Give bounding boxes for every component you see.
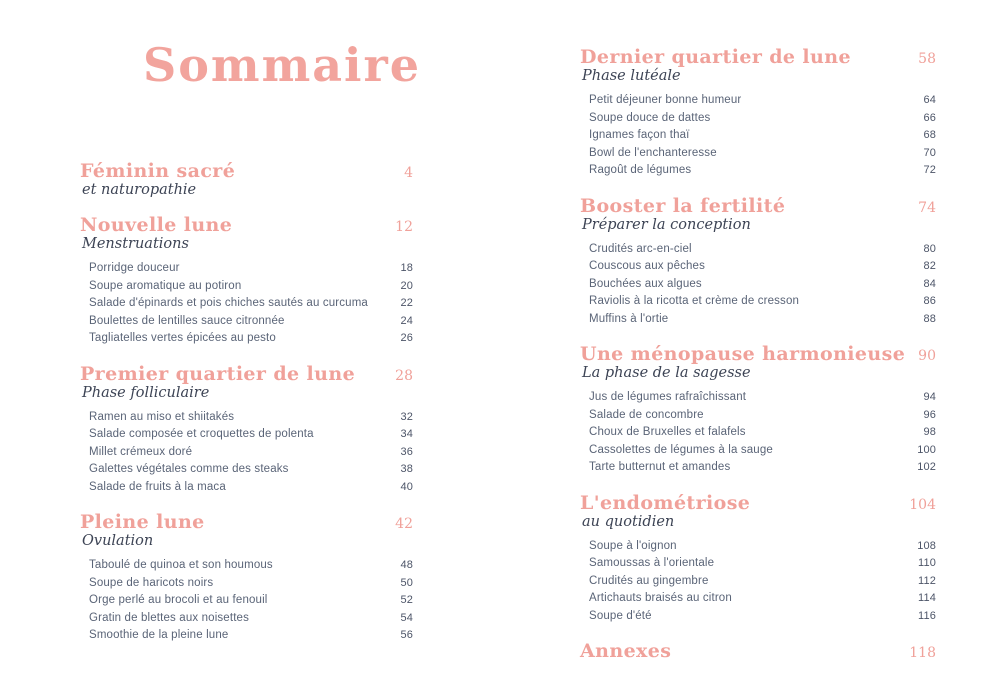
toc-section xyxy=(80,363,413,497)
section-subtitle: Phase folliculaire xyxy=(82,384,210,401)
section-page-number: 104 xyxy=(909,496,936,513)
recipe-title[interactable]: Cassolettes de légumes à la sauge xyxy=(589,443,773,456)
section-page-number: 12 xyxy=(395,219,413,235)
section-title[interactable]: Pleine lune xyxy=(80,511,205,533)
section-subtitle: Préparer la conception xyxy=(582,216,751,233)
recipe-title[interactable]: Crudités au gingembre xyxy=(589,574,709,587)
recipe-list xyxy=(589,389,936,477)
toc-section xyxy=(80,511,413,645)
recipe-title[interactable]: Soupe douce de dattes xyxy=(589,111,711,124)
toc-column-left xyxy=(80,160,413,660)
section-header xyxy=(580,46,936,68)
section-title[interactable]: Booster la fertilité xyxy=(580,194,786,217)
toc-item[interactable] xyxy=(589,389,936,407)
recipe-page-number: 20 xyxy=(400,279,413,292)
section-title[interactable]: Dernier quartier de lune xyxy=(580,46,851,68)
section-page-number: 58 xyxy=(918,51,936,67)
toc-item[interactable] xyxy=(589,92,936,110)
toc-item[interactable] xyxy=(589,608,936,626)
recipe-title[interactable]: Crudités arc-en-ciel xyxy=(589,242,692,255)
recipe-title[interactable]: Ragoût de légumes xyxy=(589,164,692,176)
toc-item[interactable] xyxy=(589,162,936,180)
section-page-number: 42 xyxy=(395,516,413,532)
section-page-number: 4 xyxy=(404,165,413,181)
recipe-list xyxy=(89,260,413,348)
recipe-page-number: 80 xyxy=(923,242,936,255)
section-header xyxy=(80,214,413,236)
recipe-page-number: 36 xyxy=(400,445,413,458)
recipe-title[interactable]: Salade de fruits à la maca xyxy=(89,480,226,493)
section-header xyxy=(580,195,936,217)
recipe-title[interactable]: Orge perlé au brocoli et au fenouil xyxy=(89,594,268,606)
recipe-page-number: 88 xyxy=(923,312,936,325)
recipe-page-number: 72 xyxy=(923,164,936,176)
recipe-page-number: 40 xyxy=(400,480,413,493)
recipe-title[interactable]: Couscous aux pêches xyxy=(589,260,706,272)
recipe-title[interactable]: Artichauts braisés au citron xyxy=(589,592,732,604)
toc-item[interactable] xyxy=(589,573,936,591)
toc-item[interactable] xyxy=(589,590,936,608)
toc-item[interactable] xyxy=(89,610,413,628)
section-subtitle: au quotidien xyxy=(582,513,675,530)
recipe-page-number: 54 xyxy=(400,611,413,624)
recipe-page-number: 94 xyxy=(923,391,936,403)
recipe-page-number: 70 xyxy=(923,146,936,159)
toc-item[interactable] xyxy=(589,241,936,259)
toc-column-right xyxy=(580,46,936,677)
recipe-page-number: 116 xyxy=(918,609,936,622)
toc-item[interactable] xyxy=(89,461,413,479)
section-header xyxy=(80,511,413,533)
recipe-page-number: 22 xyxy=(400,297,413,309)
recipe-title[interactable]: Soupe d'été xyxy=(589,609,652,622)
toc-item[interactable] xyxy=(589,311,936,329)
recipe-title[interactable]: Gratin de blettes aux noisettes xyxy=(89,611,249,624)
toc-item[interactable] xyxy=(589,293,936,311)
toc-item[interactable] xyxy=(589,258,936,276)
section-header xyxy=(580,640,936,662)
toc-item[interactable] xyxy=(589,442,936,460)
recipe-list xyxy=(589,538,936,626)
recipe-title[interactable]: Ramen au miso et shiitakés xyxy=(89,410,235,423)
recipe-title[interactable]: Bowl de l'enchanteresse xyxy=(589,146,717,159)
recipe-title[interactable]: Tagliatelles vertes épicées au pesto xyxy=(89,332,276,344)
section-subtitle: Phase lutéale xyxy=(582,68,681,84)
recipe-title[interactable]: Samoussas à l'orientale xyxy=(589,557,715,569)
recipe-title[interactable]: Salade composée et croquettes de polenta xyxy=(89,428,314,440)
recipe-title[interactable]: Millet crémeux doré xyxy=(89,445,193,458)
recipe-title[interactable]: Soupe à l'oignon xyxy=(589,539,677,552)
toc-item[interactable] xyxy=(89,592,413,610)
recipe-page-number: 66 xyxy=(923,111,936,124)
section-subtitle: Menstruations xyxy=(82,236,189,252)
recipe-title[interactable]: Salade de concombre xyxy=(589,408,704,421)
recipe-page-number: 98 xyxy=(923,426,936,438)
recipe-page-number: 34 xyxy=(400,428,413,440)
recipe-title[interactable]: Boulettes de lentilles sauce citronnée xyxy=(89,314,285,327)
toc-item[interactable] xyxy=(89,313,413,331)
section-subtitle: La phase de la sagesse xyxy=(582,365,751,381)
recipe-page-number: 26 xyxy=(400,332,413,344)
section-subtitle: Ovulation xyxy=(82,533,154,549)
toc-item[interactable] xyxy=(589,555,936,573)
recipe-list xyxy=(589,92,936,180)
recipe-page-number: 52 xyxy=(400,594,413,606)
recipe-page-number: 82 xyxy=(923,260,936,272)
toc-section xyxy=(580,343,936,477)
toc-item[interactable] xyxy=(89,627,413,645)
toc-item[interactable] xyxy=(89,409,413,427)
toc-item[interactable] xyxy=(89,557,413,575)
toc-section xyxy=(80,160,413,199)
toc-item[interactable] xyxy=(89,295,413,313)
toc-item[interactable] xyxy=(589,424,936,442)
toc-item[interactable] xyxy=(89,575,413,593)
recipe-title[interactable]: Ignames façon thaï xyxy=(589,129,690,141)
page-title: Sommaire xyxy=(143,38,422,92)
recipe-title[interactable]: Soupe de haricots noirs xyxy=(89,576,214,589)
toc-item[interactable] xyxy=(89,479,413,497)
toc-item[interactable] xyxy=(89,330,413,348)
section-title[interactable]: Nouvelle lune xyxy=(80,214,233,236)
recipe-page-number: 64 xyxy=(923,94,936,106)
section-page-number: 28 xyxy=(395,367,413,384)
recipe-list xyxy=(589,241,936,329)
section-title[interactable]: Féminin sacré xyxy=(80,160,236,182)
recipe-page-number: 96 xyxy=(923,408,936,421)
toc-item[interactable] xyxy=(589,276,936,294)
toc-section xyxy=(80,214,413,348)
toc-item[interactable] xyxy=(89,260,413,278)
section-header xyxy=(580,343,936,365)
recipe-title[interactable]: Choux de Bruxelles et falafels xyxy=(589,426,746,438)
recipe-title[interactable]: Bouchées aux algues xyxy=(589,277,702,290)
section-title[interactable]: Une ménopause harmonieuse xyxy=(580,343,906,365)
recipe-page-number: 32 xyxy=(400,410,413,423)
recipe-list xyxy=(89,557,413,645)
recipe-page-number: 110 xyxy=(918,557,936,569)
recipe-title[interactable]: Petit déjeuner bonne humeur xyxy=(589,94,742,106)
recipe-page-number: 84 xyxy=(923,277,936,290)
recipe-page-number: 56 xyxy=(400,629,413,641)
recipe-page-number: 48 xyxy=(400,559,413,571)
recipe-page-number: 114 xyxy=(918,592,936,604)
recipe-title[interactable]: Soupe aromatique au potiron xyxy=(89,279,242,292)
recipe-page-number: 18 xyxy=(400,262,413,274)
recipe-page-number: 100 xyxy=(917,443,936,456)
recipe-page-number: 38 xyxy=(400,463,413,475)
recipe-list xyxy=(89,409,413,497)
toc-section xyxy=(580,46,936,180)
recipe-page-number: 108 xyxy=(917,539,936,552)
recipe-title[interactable]: Taboulé de quinoa et son houmous xyxy=(89,559,273,571)
recipe-page-number: 50 xyxy=(400,576,413,589)
toc-item[interactable] xyxy=(589,459,936,477)
toc-section xyxy=(580,492,936,626)
recipe-title[interactable]: Smoothie de la pleine lune xyxy=(89,629,229,641)
recipe-page-number: 112 xyxy=(918,574,936,587)
toc-item[interactable] xyxy=(589,407,936,425)
section-title[interactable]: Annexes xyxy=(580,640,672,662)
toc-item[interactable] xyxy=(589,127,936,145)
toc-item[interactable] xyxy=(589,538,936,556)
toc-item[interactable] xyxy=(89,278,413,296)
recipe-title[interactable]: Salade d'épinards et pois chiches sautés au curcuma xyxy=(89,297,368,309)
section-subtitle: et naturopathie xyxy=(82,182,197,198)
toc-item[interactable] xyxy=(589,145,936,163)
recipe-title[interactable]: Muffins à l'ortie xyxy=(589,312,669,325)
toc-item[interactable] xyxy=(89,426,413,444)
section-header xyxy=(80,160,413,182)
toc-item[interactable] xyxy=(589,110,936,128)
recipe-title[interactable]: Galettes végétales comme des steaks xyxy=(89,463,289,475)
section-header xyxy=(580,492,936,514)
recipe-title[interactable]: Porridge douceur xyxy=(89,262,180,274)
section-header xyxy=(80,363,413,385)
toc-section xyxy=(580,640,936,662)
toc-section xyxy=(580,195,936,329)
section-page-number: 74 xyxy=(918,199,936,216)
recipe-page-number: 24 xyxy=(400,314,413,327)
section-title[interactable]: Premier quartier de lune xyxy=(80,362,356,385)
recipe-title[interactable]: Tarte butternut et amandes xyxy=(589,461,731,473)
recipe-page-number: 102 xyxy=(917,461,936,473)
recipe-title[interactable]: Jus de légumes rafraîchissant xyxy=(589,391,747,403)
section-page-number: 90 xyxy=(918,348,936,364)
section-title[interactable]: L'endométriose xyxy=(580,491,751,514)
recipe-page-number: 68 xyxy=(923,129,936,141)
recipe-page-number: 86 xyxy=(923,295,936,307)
toc-item[interactable] xyxy=(89,444,413,462)
recipe-title[interactable]: Raviolis à la ricotta et crème de cresson xyxy=(589,295,800,307)
section-page-number: 118 xyxy=(909,645,936,661)
